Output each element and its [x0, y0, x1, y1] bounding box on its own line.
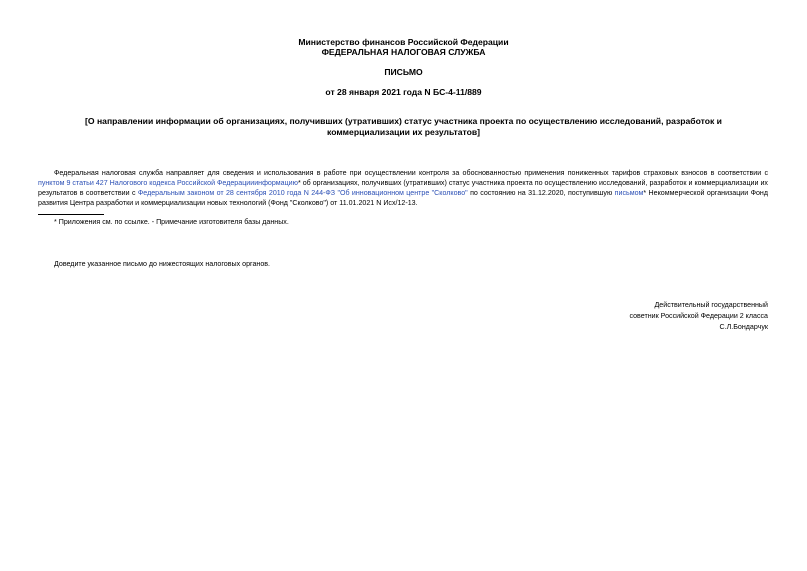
ministry-name: Министерство финансов Российской Федерации: [298, 37, 509, 47]
letter-link[interactable]: письмом: [614, 189, 644, 197]
information-link[interactable]: информацию: [254, 179, 298, 187]
footnote: * Приложения см. по ссылке. - Примечание изготовителя базы данных.: [54, 218, 289, 226]
document-title: [О направлении информации об организациях, получивших (утративших) статус участника проекта по осуществлению исследований, разработок и коммерциализации их результатов]: [85, 116, 722, 137]
signature-line-2: советник Российской Федерации 2 класса: [629, 312, 768, 320]
instruction-paragraph: Доведите указанное письмо до нижестоящих налоговых органов.: [54, 260, 271, 268]
signature-line-1: Действительный государственный: [654, 301, 768, 309]
body-text-3: по состоянию на 31.12.2020, поступившую: [467, 189, 615, 197]
signatory-name: С.Л.Бондарчук: [719, 323, 768, 331]
footnote-divider: [38, 214, 104, 215]
body-text-4: * Некоммерческой организации Фонд развития Центра разработки и коммерциализации новых технологий (Фонд "Сколково") от 11.01.2021 N Исх/12-13.: [38, 189, 768, 207]
body-paragraph: [38, 168, 768, 208]
body-text-2: * об организациях, получивших (утративших) статус участника проекта по осуществлению исследований, разработок и коммерциализации их результатов в соответствии с: [38, 179, 768, 197]
document-date-number: от 28 января 2021 года N БС-4-11/889: [325, 87, 482, 97]
document-type: ПИСЬМО: [384, 67, 423, 77]
service-name: ФЕДЕРАЛЬНАЯ НАЛОГОВАЯ СЛУЖБА: [321, 47, 486, 57]
federal-law-link[interactable]: Федеральным законом от 28 сентября 2010 года N 244-ФЗ "Об инновационном центре "Сколково": [137, 189, 468, 197]
tax-code-link[interactable]: пунктом 9 статьи 427 Налогового кодекса Российской Федерации: [38, 179, 255, 187]
body-text-1: Федеральная налоговая служба направляет для сведения и использования в работе при осуществлении контроля за обоснованностью применения пониженных тарифов страховых взносов в соответствии с: [54, 169, 768, 177]
